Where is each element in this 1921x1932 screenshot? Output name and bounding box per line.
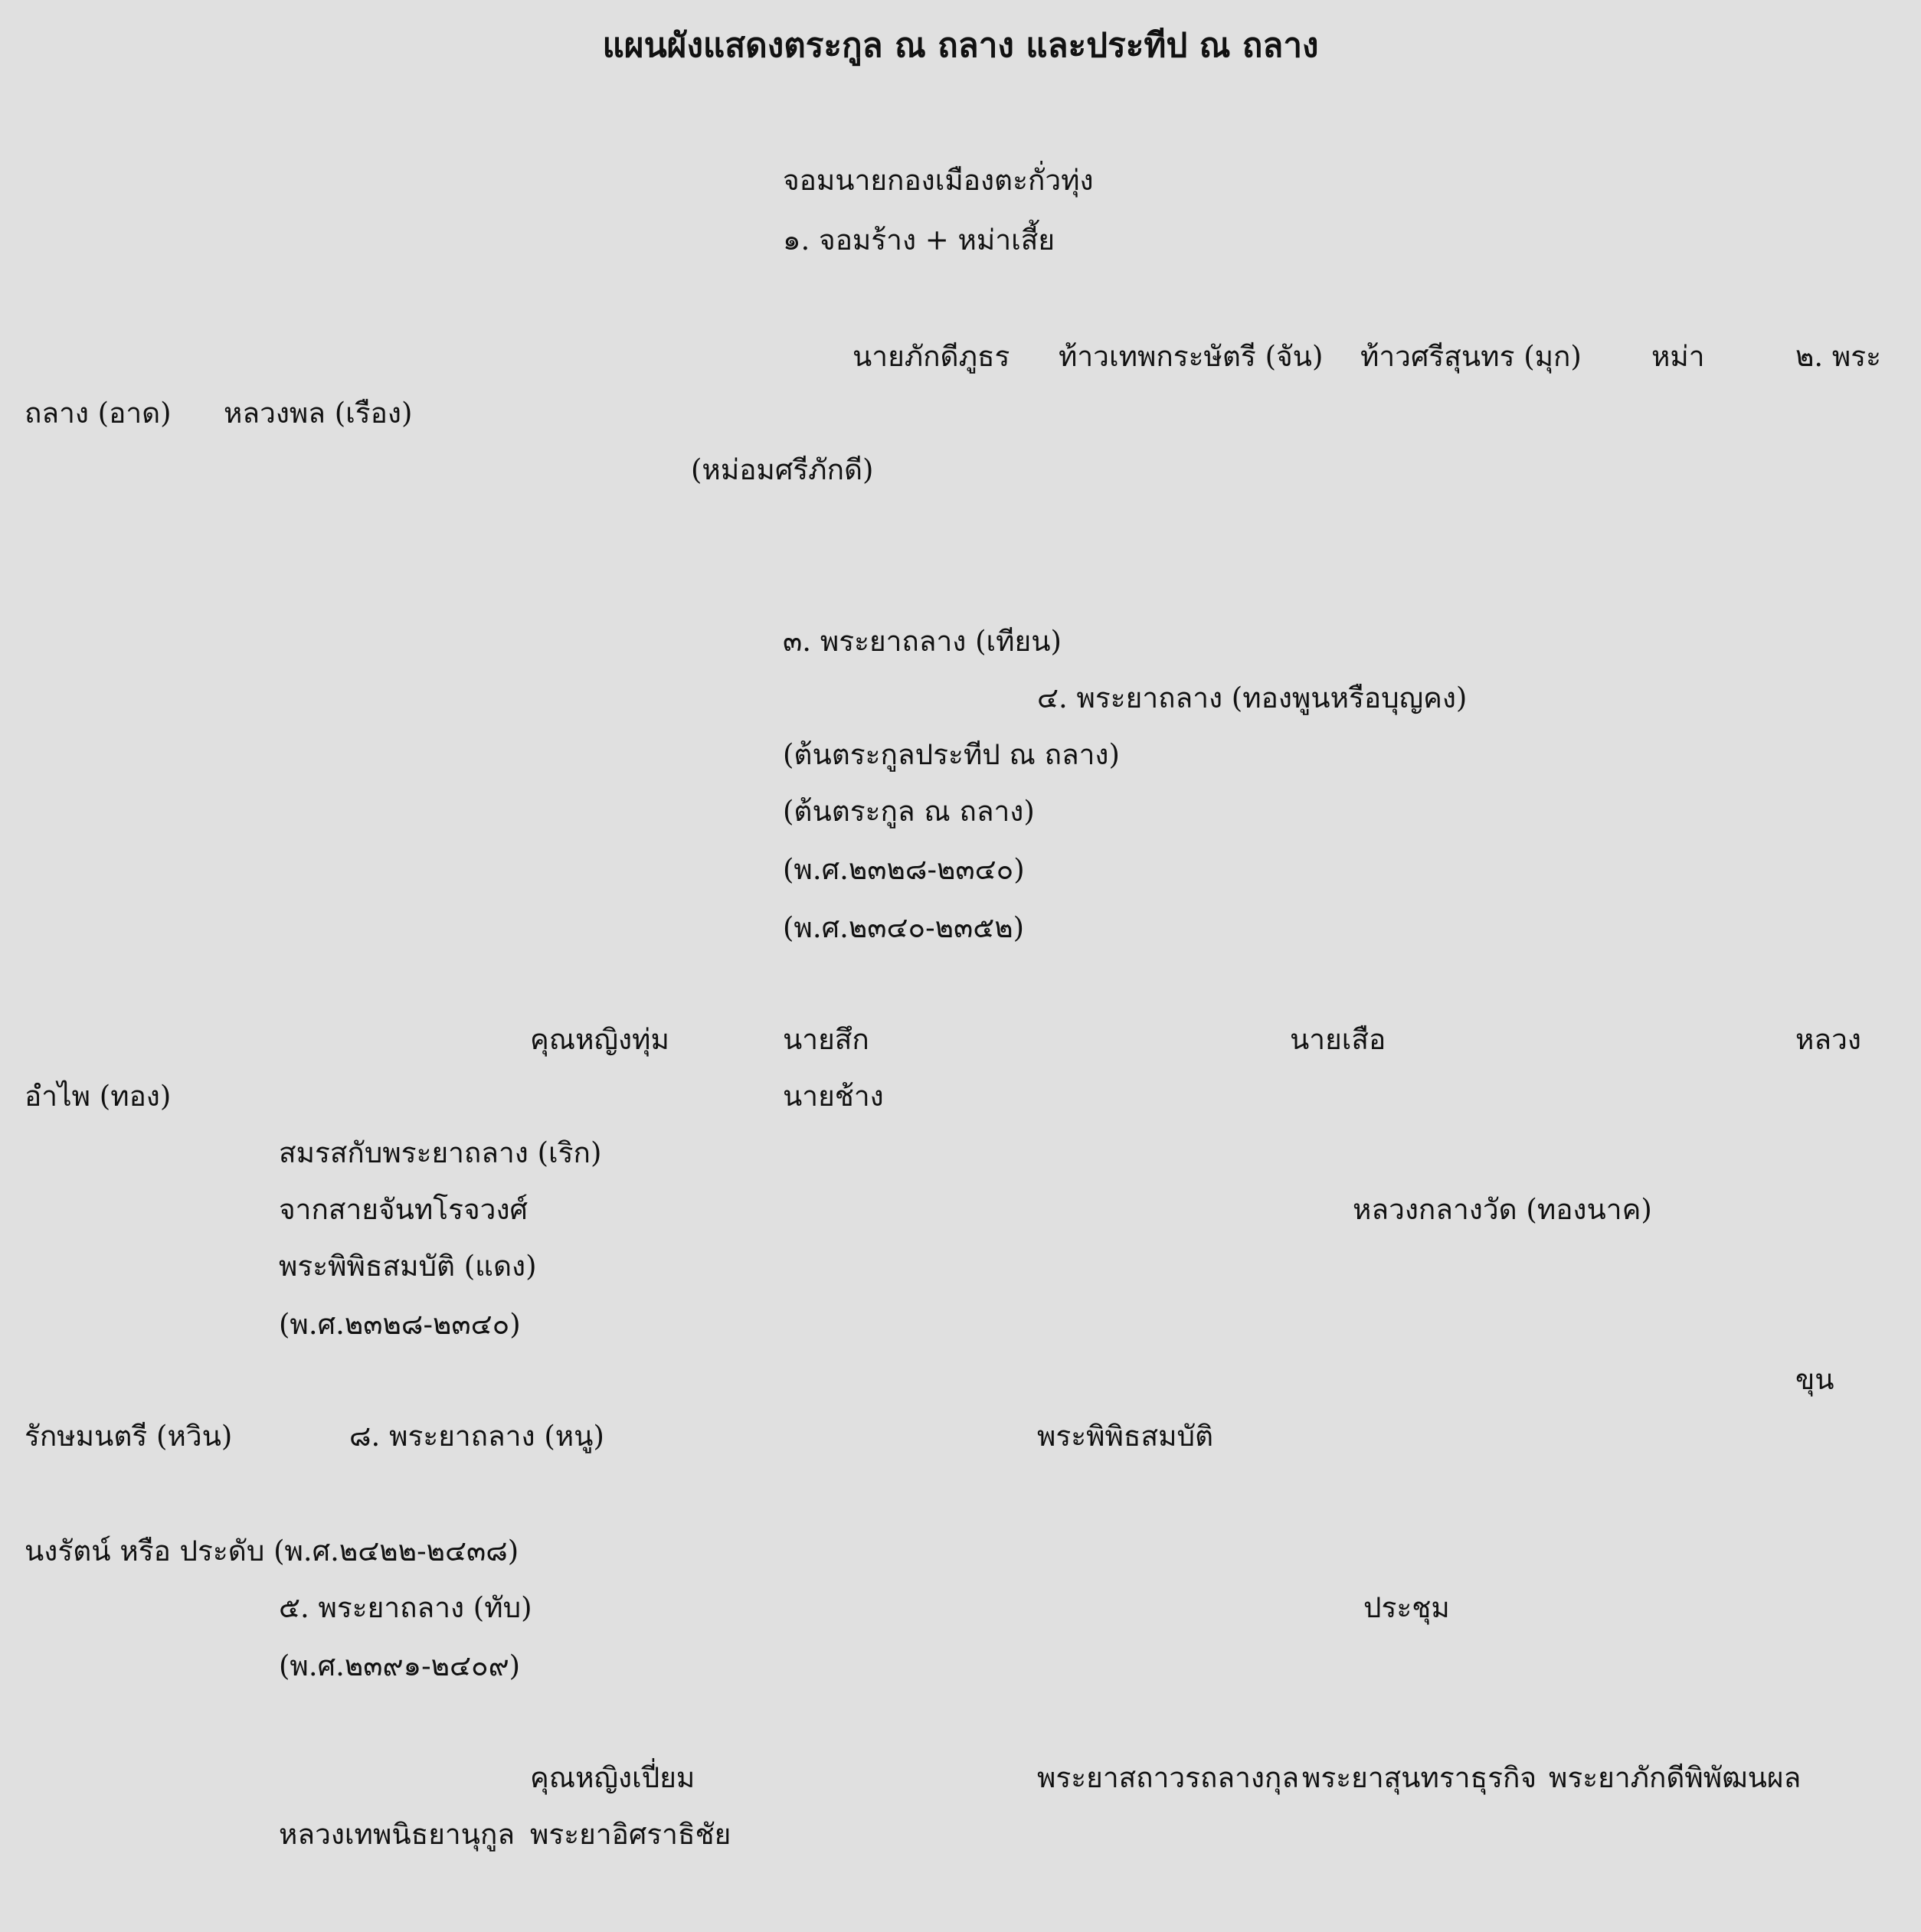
gen8-phraya-thalang-nu: ๘. พระยาถลาง (หนู): [349, 1420, 604, 1453]
person-phra-phiphit-sombat: พระพิพิธสมบัติ: [1037, 1420, 1213, 1453]
person-luang-thep-nithayanukun: หลวงเทพนิธยานุกูล: [279, 1818, 515, 1851]
person-phra-phiphit-sombat-daeng: พระพิพิธสมบัติ (แดง): [279, 1250, 537, 1283]
ancestor-jom-nai-kong: จอมนายกองเมืองตะกั่วทุ่ง: [783, 164, 1094, 197]
person-luang-prefix: หลวง: [1795, 1023, 1861, 1056]
person-raksa-montri-win: รักษมนตรี (หวิน): [25, 1420, 233, 1453]
person-nai-chang: นายช้าง: [783, 1080, 884, 1113]
person-khunying-thum: คุณหญิงทุ่ม: [530, 1023, 669, 1056]
gen4-phraya-thalang-thong-phun: ๔. พระยาถลาง (ทองพูนหรือบุญคง): [1037, 682, 1468, 714]
gen3-phraya-thalang-thian: ๓. พระยาถลาง (เทียน): [783, 625, 1062, 658]
person-phraya-sathawon-thalangkun: พระยาสถาวรถลางกุล: [1037, 1761, 1299, 1794]
person-phraya-suntharathurakit: พระยาสุนทราธุรกิจ: [1302, 1761, 1537, 1794]
note-chanthorotchawong-line: จากสายจันทโรจวงศ์: [279, 1193, 529, 1226]
person-nai-phakdi-phuthon: นายภักดีภูธร: [853, 340, 1010, 373]
person-thao-si-sunthon: ท้าวศรีสุนทร (มุก): [1360, 340, 1582, 373]
person-nongrat-pradap: นงรัตน์ หรือ ประดับ (พ.ศ.๒๔๒๒-๒๔๓๘): [25, 1535, 519, 1568]
date-range-2391-2409: (พ.ศ.๒๓๙๑-๒๔๐๙): [279, 1649, 521, 1682]
date-range-2340-2352: (พ.ศ.๒๓๔๐-๒๓๕๒): [783, 911, 1025, 944]
person-ma: หม่า: [1651, 340, 1705, 373]
person-phraya-itsarathichai: พระยาอิศราธิชัย: [530, 1818, 731, 1851]
person-khun-prefix: ขุน: [1795, 1363, 1834, 1396]
person-phraya-phakdi-phiphatthanaphon: พระยาภักดีพิพัฒนผล: [1549, 1761, 1802, 1794]
document-title: แผนผังแสดงตระกูล ณ ถลาง และประทีป ณ ถลาง: [602, 26, 1319, 65]
gen2-thalang-at: ถลาง (อาด): [25, 397, 172, 430]
gen5-phraya-thalang-thap: ๕. พระยาถลาง (ทับ): [279, 1591, 532, 1624]
person-luang-klang-wat: หลวงกลางวัด (ทองนาค): [1353, 1193, 1652, 1226]
person-amphai-thong: อำไพ (ทอง): [25, 1080, 172, 1113]
note-married-phraya-thalang-roek: สมรสกับพระยาถลาง (เริก): [279, 1136, 602, 1169]
date-range-2328-2340-b: (พ.ศ.๒๓๒๘-๒๓๔๐): [279, 1308, 521, 1341]
note-founder-prathip-na-thalang: (ต้นตระกูลประทีป ณ ถลาง): [783, 738, 1120, 771]
person-prachum: ประชุม: [1363, 1591, 1450, 1624]
gen2-phra-prefix: ๒. พระ: [1795, 340, 1882, 373]
person-nai-suek: นายสึก: [783, 1023, 869, 1056]
person-khunying-piam: คุณหญิงเปี่ยม: [530, 1761, 695, 1794]
gen1-jom-rang: ๑. จอมร้าง + หม่าเสี้ย: [783, 224, 1055, 257]
person-thao-thep-krasattri: ท้าวเทพกระษัตรี (จัน): [1059, 340, 1324, 373]
person-luang-phon: หลวงพล (เรือง): [224, 397, 413, 430]
note-founder-na-thalang: (ต้นตระกูล ณ ถลาง): [783, 795, 1035, 828]
person-mom-si-phakdi: (หม่อมศรีภักดี): [691, 453, 874, 486]
date-range-2328-2340: (พ.ศ.๒๓๒๘-๒๓๔๐): [783, 853, 1025, 886]
person-nai-suea: นายเสือ: [1290, 1023, 1386, 1056]
